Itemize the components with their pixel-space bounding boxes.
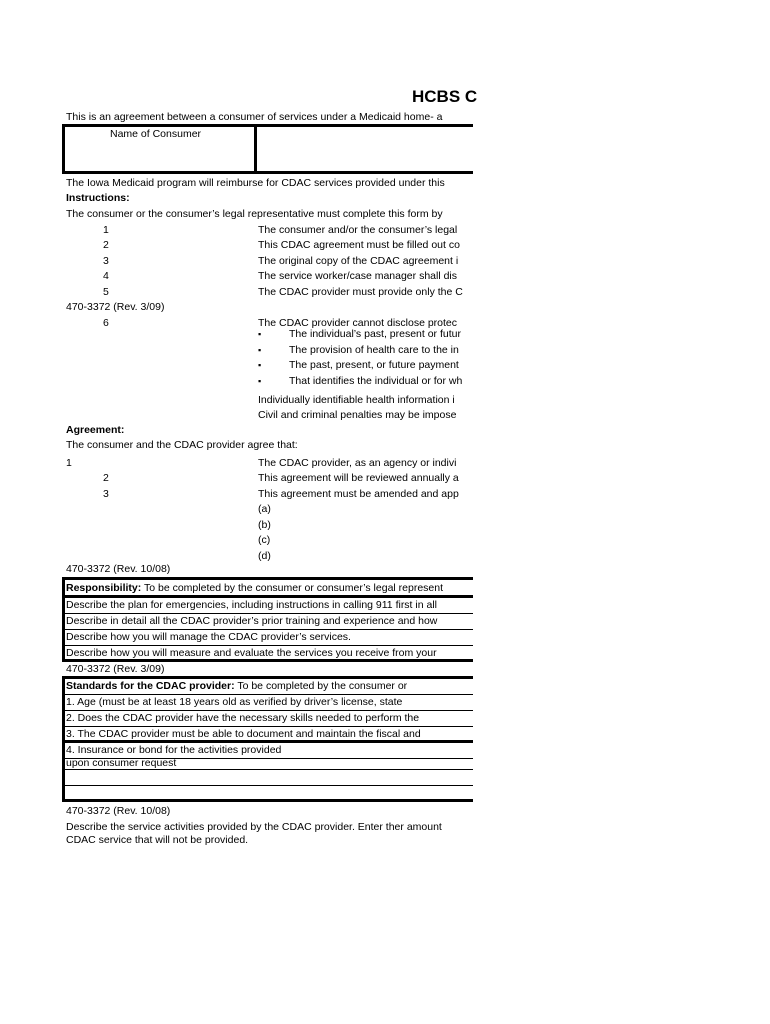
standards-text: To be completed by the consumer or <box>234 680 408 692</box>
standards-row[interactable]: 1. Age (must be at least 18 years old as verified by driver’s license, state <box>64 695 473 711</box>
form-revision: 470-3372 (Rev. 3/09) <box>66 301 165 313</box>
instruction-text: The consumer and/or the consumer’s legal <box>258 224 458 236</box>
instruction-num: 3 <box>103 255 109 267</box>
bullet-text: The past, present, or future payment <box>289 359 459 371</box>
instruction-text: The CDAC provider must provide only the C <box>258 286 463 298</box>
responsibility-label: Responsibility: <box>66 582 142 594</box>
bullet-icon: ▪ <box>258 345 262 355</box>
responsibility-header <box>66 582 443 595</box>
instructions-intro: The consumer or the consumer’s legal representative must complete this form by <box>66 208 443 220</box>
sub-item-label: (a) <box>258 503 271 515</box>
instruction-text: The CDAC provider cannot disclose protec <box>258 317 458 329</box>
agreement-intro: The consumer and the CDAC provider agree that: <box>66 439 298 451</box>
responsibility-row[interactable]: Describe in detail all the CDAC provider’s prior training and experience and how <box>64 614 473 630</box>
instruction-num: 5 <box>103 286 109 298</box>
instruction-num: 6 <box>103 317 109 329</box>
table-left-border <box>62 598 65 662</box>
bullet-text: The provision of health care to the in <box>289 344 459 356</box>
sub-item-label: (c) <box>258 534 271 546</box>
standards-row[interactable]: 2. Does the CDAC provider have the necessary skills needed to perform the <box>64 711 473 727</box>
sub-item-label: (d) <box>258 550 271 562</box>
standards-row[interactable]: upon consumer request <box>64 757 473 770</box>
instruction-text: This CDAC agreement must be filled out co <box>258 239 460 251</box>
agreement-text: This agreement must be amended and app <box>258 488 459 500</box>
agreement-num: 2 <box>103 472 109 484</box>
consumer-name-divider <box>254 124 257 174</box>
responsibility-text: To be completed by the consumer or consumer’s legal represent <box>141 582 444 594</box>
activities-text: Describe the service activities provided by the CDAC provider. Enter ther amount <box>66 821 442 833</box>
agreement-text: The CDAC provider, as an agency or indivi <box>258 457 457 469</box>
form-title: HCBS C <box>412 87 478 106</box>
standards-header <box>64 679 473 695</box>
standards-label: Standards for the CDAC provider: <box>66 680 235 692</box>
bullet-text: That identifies the individual or for wh <box>289 375 463 387</box>
note-text: Individually identifiable health information i <box>258 394 455 406</box>
note-text: Civil and criminal penalties may be impose <box>258 409 457 421</box>
instruction-num: 4 <box>103 270 109 282</box>
instruction-text: The original copy of the CDAC agreement i <box>258 255 459 267</box>
responsibility-row[interactable]: Describe the plan for emergencies, including instructions in calling 911 first in all <box>64 598 473 614</box>
reimburse-text: The Iowa Medicaid program will reimburse for CDAC services provided under this <box>66 177 445 189</box>
agreement-heading: Agreement: <box>66 424 125 436</box>
agreement-text: This agreement will be reviewed annually a <box>258 472 459 484</box>
name-of-consumer-label: Name of Consumer <box>110 128 202 140</box>
bullet-text: The individual’s past, present or futur <box>289 328 461 340</box>
instruction-num: 2 <box>103 239 109 251</box>
bullet-icon: ▪ <box>258 360 262 370</box>
form-revision: 470-3372 (Rev. 10/08) <box>66 563 171 575</box>
agreement-num: 1 <box>66 457 72 469</box>
agreement-num: 3 <box>103 488 109 500</box>
intro-text: This is an agreement between a consumer of services under a Medicaid home- a <box>66 111 443 123</box>
instruction-text: The service worker/case manager shall dis <box>258 270 457 282</box>
instruction-num: 1 <box>103 224 109 236</box>
responsibility-row[interactable]: Describe how you will manage the CDAC provider’s services. <box>64 630 473 646</box>
sub-item-label: (b) <box>258 519 271 531</box>
form-revision: 470-3372 (Rev. 3/09) <box>66 663 165 675</box>
consumer-name-field[interactable] <box>258 127 468 171</box>
bullet-icon: ▪ <box>258 376 262 386</box>
standards-row[interactable] <box>64 770 473 786</box>
form-revision: 470-3372 (Rev. 10/08) <box>66 805 171 817</box>
responsibility-row[interactable]: Describe how you will measure and evaluate the services you receive from your <box>64 646 473 662</box>
standards-row[interactable] <box>64 786 473 802</box>
activities-text: CDAC service that will not be provided. <box>66 834 249 846</box>
bullet-icon: ▪ <box>258 329 262 339</box>
standards-row[interactable]: 4. Insurance or bond for the activities provided <box>64 743 473 759</box>
standards-row[interactable]: 3. The CDAC provider must be able to document and maintain the fiscal and <box>64 727 473 743</box>
instructions-heading: Instructions: <box>66 192 130 204</box>
